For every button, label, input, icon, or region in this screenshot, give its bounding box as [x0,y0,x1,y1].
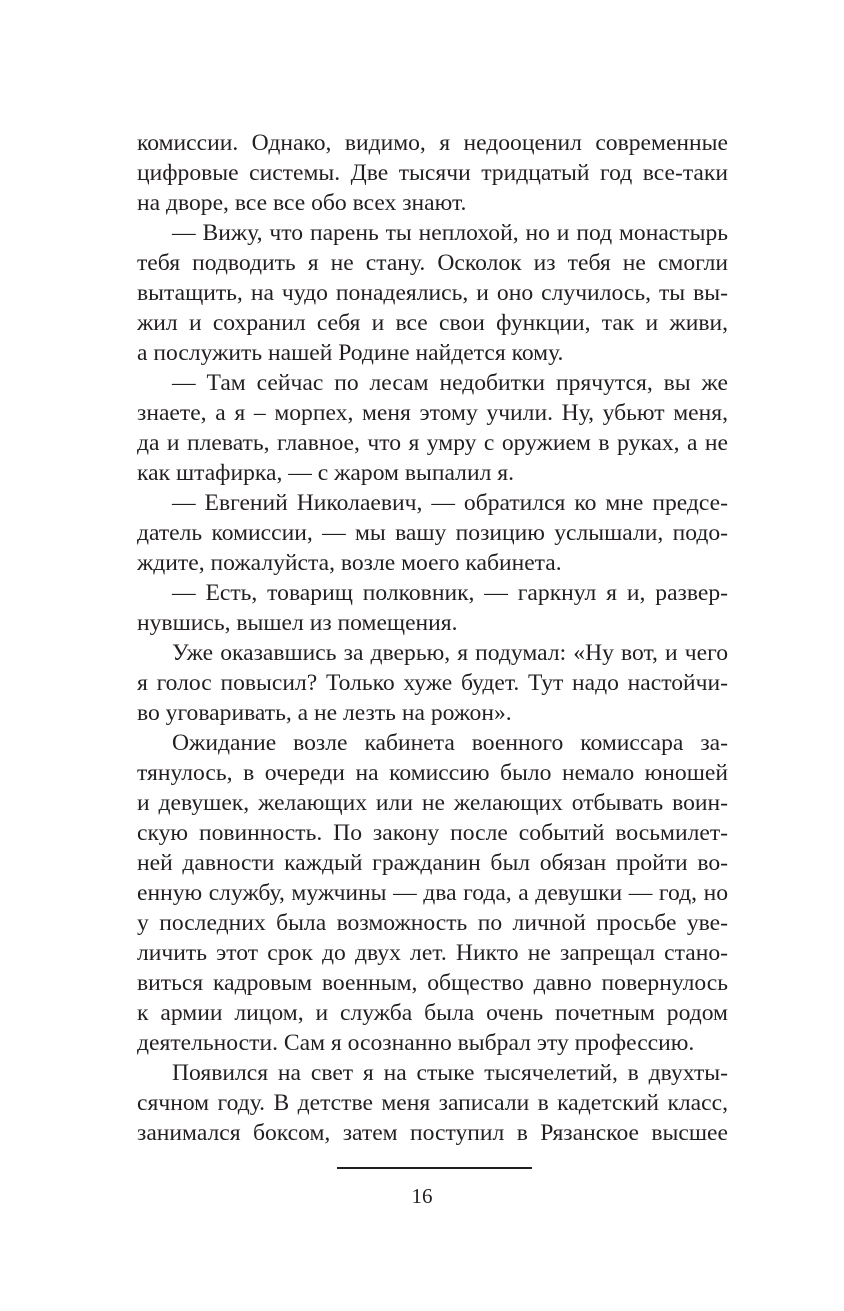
text-line: да и плевать, главное, что я умру с оружием в руках, а не [137,430,728,456]
text-line: во уговаривать, а не лезть на рожон». [137,700,512,726]
text-line: деятельности. Сам я осознанно выбрал эту профессию. [137,1030,695,1056]
text-line: я голос повысил? Только хуже будет. Тут надо настойчи- [137,670,728,696]
text-line: — Там сейчас по лесам недобитки прячутся, вы же [172,370,728,396]
text-line: знаете, а я – морпех, меня этому учили. Ну, убьют меня, [137,400,728,426]
text-line: — Вижу, что парень ты неплохой, но и под монастырь [172,220,728,246]
text-line: скую повинность. По закону после событий восьмилет- [137,820,728,846]
text-line: сячном году. В детстве меня записали в кадетский класс, [137,1090,728,1116]
text-line: ждите, пожалуйста, возле моего кабинета. [137,550,562,576]
text-line: тебя подводить я не стану. Осколок из тебя не смогли [137,250,728,276]
page-number: 16 [411,1184,433,1208]
text-line: цифровые системы. Две тысячи тридцатый год все-таки [137,160,728,186]
text-line: — Есть, товарищ полковник, — гаркнул я и, развер- [172,580,728,606]
text-line: нувшись, вышел из помещения. [137,610,458,636]
text-line: Уже оказавшись за дверью, я подумал: «Ну вот, и чего [172,640,728,666]
footer-rule [337,1167,532,1169]
text-line: датель комиссии, — мы вашу позицию услышали, подо- [137,520,728,546]
text-line: жил и сохранил себя и все свои функции, так и живи, [137,310,728,336]
text-line: на дворе, все все обо всех знают. [137,190,467,216]
text-line: енную службу, мужчины — два года, а девушки — год, но [137,880,728,906]
text-line: комиссии. Однако, видимо, я недооценил современные [137,130,728,156]
text-line: вытащить, на чудо понадеялись, и оно случилось, ты вы- [137,280,728,306]
text-line: ней давности каждый гражданин был обязан пройти во- [137,850,728,876]
text-line: тянулось, в очереди на комиссию было немало юношей [137,760,728,786]
text-line: и девушек, желающих или не желающих отбывать воин- [137,790,728,816]
text-line: к армии лицом, и служба была очень почетным родом [137,1000,728,1026]
text-line: виться кадровым военным, общество давно повернулось [137,970,728,996]
text-line: занимался боксом, затем поступил в Рязанское высшее [137,1120,728,1146]
text-line: Ожидание возле кабинета военного комиссара за- [172,730,728,756]
text-line: у последних была возможность по личной просьбе уве- [137,910,728,936]
text-line: Появился на свет я на стыке тысячелетий, в двухты- [172,1060,728,1086]
body-text [137,128,728,1148]
text-line: личить этот срок до двух лет. Никто не запрещал стано- [137,940,728,966]
text-line: а послужить нашей Родине найдется кому. [137,340,564,366]
text-line: как штафирка, — с жаром выпалил я. [137,460,514,486]
text-line: — Евгений Николаевич, — обратился ко мне предсе- [172,490,728,516]
